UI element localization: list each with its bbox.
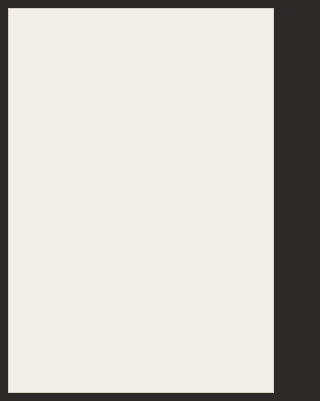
figure-bottom [9, 209, 273, 389]
figure-top [9, 43, 273, 213]
blood-smear-illustration-top [9, 43, 273, 213]
plate-page [9, 9, 273, 392]
blood-smear-illustration-bottom [9, 209, 273, 389]
